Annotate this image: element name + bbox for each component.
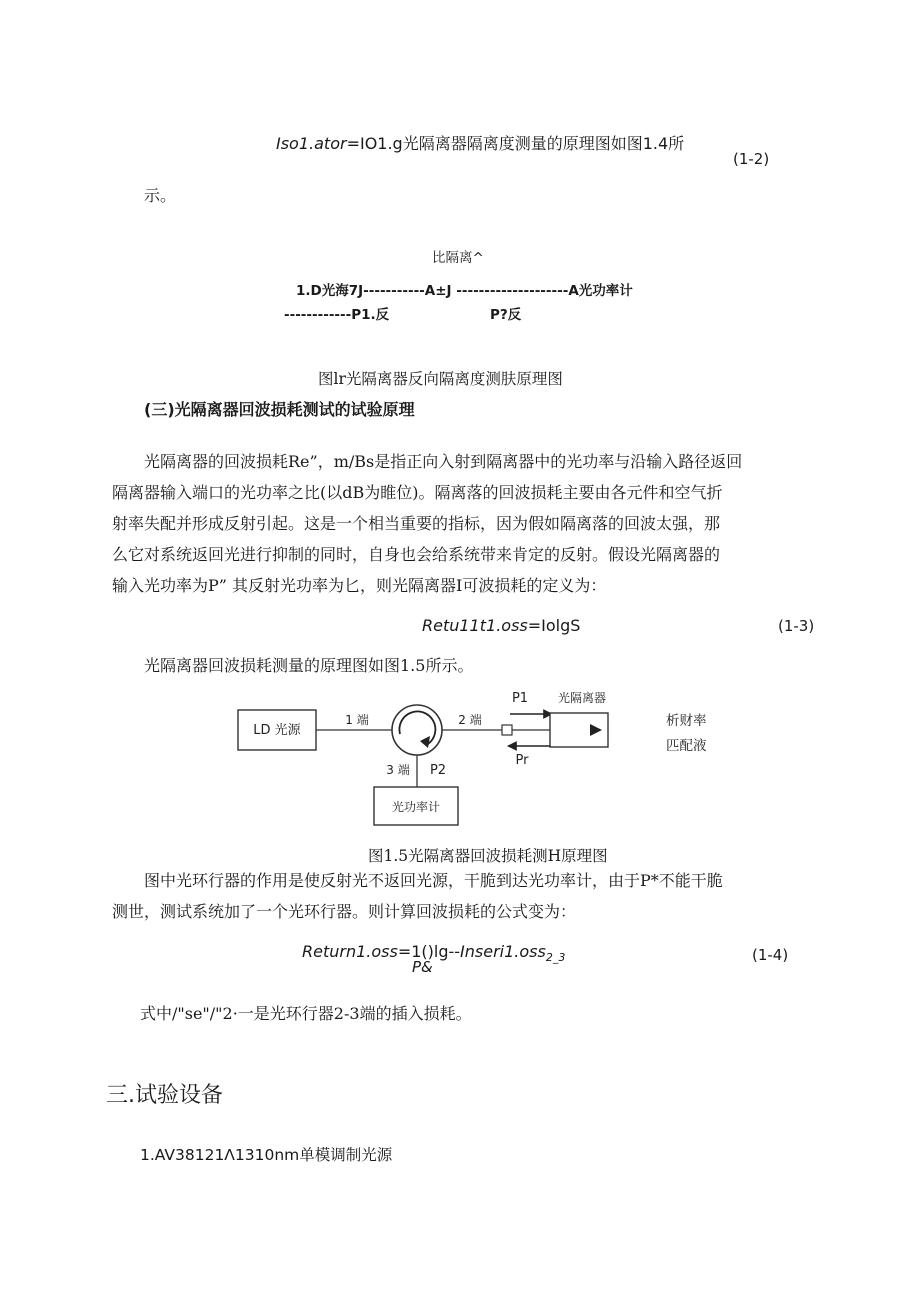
- paragraph-line: 隔离器输入端口的光功率之比(以dB为睢位)。隔离落的回波损耗主要由各元件和空气折: [112, 483, 723, 502]
- ld-source-label: LD 光源: [253, 723, 301, 738]
- isolator-label: 光隔离器: [557, 691, 607, 705]
- equation-1-2: [276, 131, 684, 154]
- equation-italic-term: Return1.oss: [302, 942, 398, 961]
- equation-italic-term: Inseri1.oss: [460, 942, 546, 961]
- paragraph-1: [112, 446, 816, 601]
- paragraph-line: 光隔离器的回波损耗Re”，m/Bs是指正向入射到隔离器中的光功率与沿输入路径返回: [144, 452, 743, 471]
- paragraph-line: 输入光功率为P” 其反射光功率为匕，则光隔离器I可波损耗的定义为：: [112, 576, 607, 595]
- equation-rest: =IO1.g光隔离器隔离度测量的原理图如图1.4所: [346, 134, 685, 153]
- equation-1-3-full: [422, 616, 580, 635]
- fiber-connector: [502, 725, 512, 735]
- p2-label: P2: [429, 763, 447, 778]
- figure-1-4-row2-left: ------------P1.反: [284, 307, 390, 323]
- equipment-item-1: 1.AV38121Λ1310nm单模调制光源: [140, 1146, 393, 1164]
- p1-label: P1: [511, 691, 529, 706]
- paragraph-line: 么它对系统返回光进行抑制的同时，自身也会给系统带来肯定的反射。假设光隔离器的: [112, 545, 721, 564]
- equation-italic-term: Retu11t1.oss: [422, 616, 528, 635]
- equation-note: 式中/"se"/"2·一是光环行器2-3端的插入损耗。: [140, 1004, 472, 1023]
- equation-number-1-3: (1-3): [778, 617, 815, 635]
- paragraph-line: 图中光环行器的作用是使反射光不返回光源，干脆到达光功率计，由于P*不能干脆: [144, 871, 723, 890]
- figure-intro: 光隔离器回波损耗测量的原理图如图1.5所示。: [144, 656, 474, 675]
- power-meter-label: 光功率计: [391, 800, 441, 814]
- figure-1-4-row2-right: P?反: [490, 307, 522, 323]
- side-label-2: 匹配液: [666, 738, 707, 754]
- port2-label: 2 端: [458, 713, 482, 727]
- side-label-1: 析财率: [666, 713, 707, 729]
- paragraph-2: [112, 865, 816, 927]
- equation-1-4: [302, 942, 565, 964]
- port3-label: 3 端: [386, 763, 410, 777]
- port1-label: 1 端: [345, 713, 369, 727]
- figure-1-4-caption: 图lr光隔离器反向隔离度测肤原理图: [318, 370, 563, 388]
- figure-1-4-row1: 1.D光海7J-----------A±J --------------------A光功率计: [296, 283, 633, 299]
- pr-label: Pr: [515, 753, 529, 768]
- figure-1-4-top-label: 比隔离^: [432, 250, 484, 266]
- section-3-heading: 三.试验设备: [106, 1083, 223, 1108]
- figure-1-5-diagram: [230, 684, 650, 829]
- figure-1-5-caption: 图1.5光隔离器回波损耗测H原理图: [368, 847, 608, 865]
- paragraph-line: 射率失配并形成反射引起。这是一个相当重要的指标，因为假如隔离落的回波太强，那: [112, 514, 721, 533]
- paragraph-line: 测世，测试系统加了一个光环行器。则计算回波损耗的公式变为：: [112, 902, 577, 921]
- section-heading: (三)光隔离器回波损耗测试的试验原理: [144, 400, 415, 419]
- equation-italic-term: Iso1.ator: [276, 134, 347, 153]
- equation-number-1-2: (1-2): [733, 150, 770, 168]
- equation-rest: =IolgS: [527, 616, 581, 635]
- equation-rest: =1()lg--: [397, 942, 461, 961]
- equation-subscript: 2_3: [545, 951, 566, 965]
- equation-number-1-4: (1-4): [752, 946, 789, 964]
- equation-1-4-denominator: P&: [412, 958, 433, 976]
- continuation-text: 示。: [144, 186, 177, 205]
